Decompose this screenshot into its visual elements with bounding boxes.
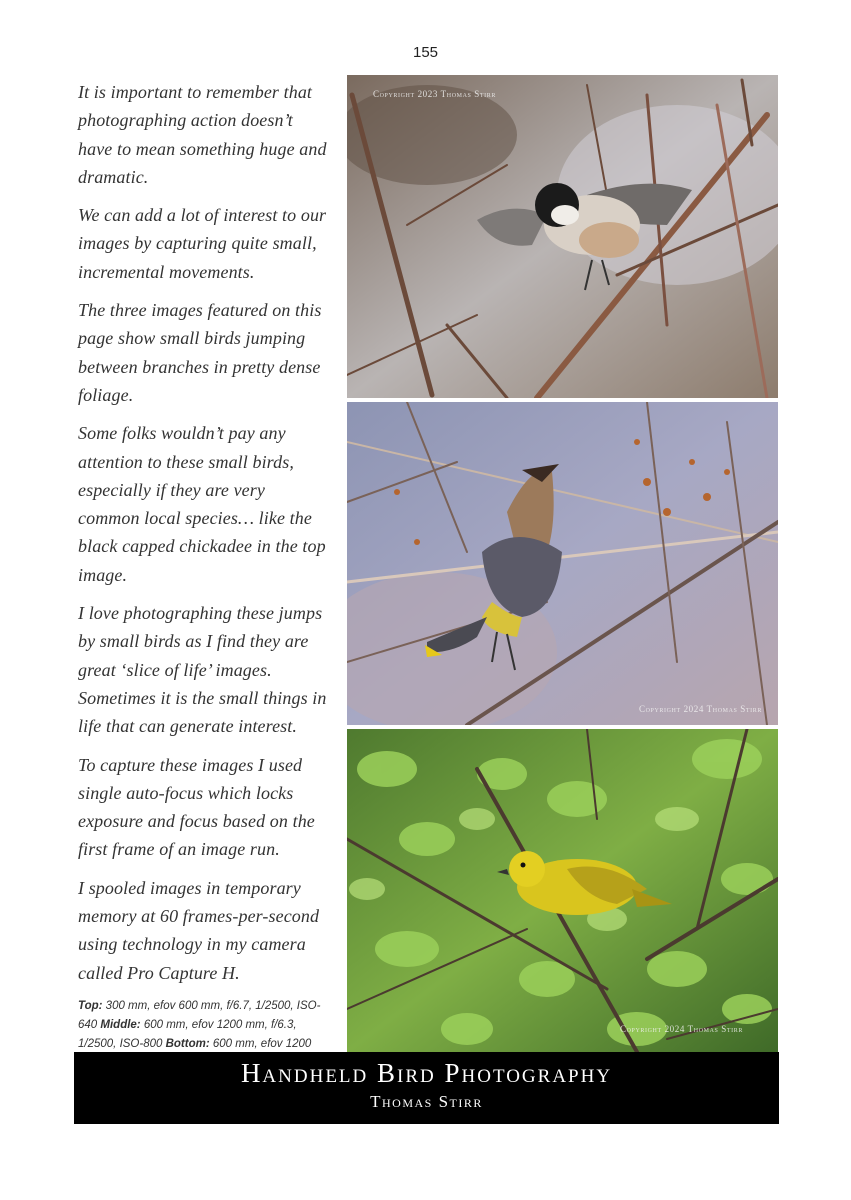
caption-top-text: 300 mm, efov 600 mm, f/6.7, 1/2500, ISO-640: [78, 999, 321, 1031]
paragraph-2: We can add a lot of interest to our images by capturing quite small, incremental movements.: [78, 205, 327, 282]
caption-middle-text: 600 mm, efov 1200 mm, f/6.3, 1/2500, ISO-800: [78, 1018, 297, 1050]
banner-title: Handheld Bird Photography: [240, 1058, 613, 1088]
caption-bottom-text: 600 mm, efov 1200: [212, 1037, 312, 1050]
paragraph-7: I spooled images in temporary memory at 60 frames-per-second using technology in my camera called Pro Capture H.: [78, 877, 320, 983]
body-text-column: [78, 78, 330, 1073]
caption-top-label: Top:: [78, 999, 103, 1012]
paragraph-5: I love photographing these jumps by small birds as I find they are great ‘slice of life’ images. Sometimes it is the small things in life that can generate interest.: [78, 603, 327, 737]
photo-bottom-copyright: Copyright 2024 Thomas Stirr: [620, 1024, 743, 1034]
photo-top-copyright: Copyright 2023 Thomas Stirr: [373, 89, 496, 99]
photo-middle-copyright: Copyright 2024 Thomas Stirr: [639, 704, 762, 714]
page-number: 155: [412, 44, 439, 61]
caption-middle-label: Middle:: [100, 1018, 141, 1031]
banner-author: Thomas Stirr: [370, 1092, 483, 1111]
photo-waxwing: [347, 402, 778, 725]
title-banner: [74, 1052, 779, 1124]
paragraph-6: To capture these images I used single auto-focus which locks exposure and focus based on the first frame of an image run.: [78, 754, 315, 860]
photo-chickadee: [347, 75, 778, 398]
caption-bottom-label: Bottom:: [165, 1037, 210, 1050]
paragraph-4: Some folks wouldn’t pay any attention to these small birds, especially if they are very common local species… like the black capped chickadee in the top image.: [78, 423, 326, 585]
photo-warbler: [347, 729, 778, 1052]
paragraph-3: The three images featured on this page show small birds jumping between branches in pretty dense foliage.: [78, 300, 322, 405]
paragraph-1: It is important to remember that photographing action doesn’t have to mean something huge and dramatic.: [78, 82, 327, 187]
